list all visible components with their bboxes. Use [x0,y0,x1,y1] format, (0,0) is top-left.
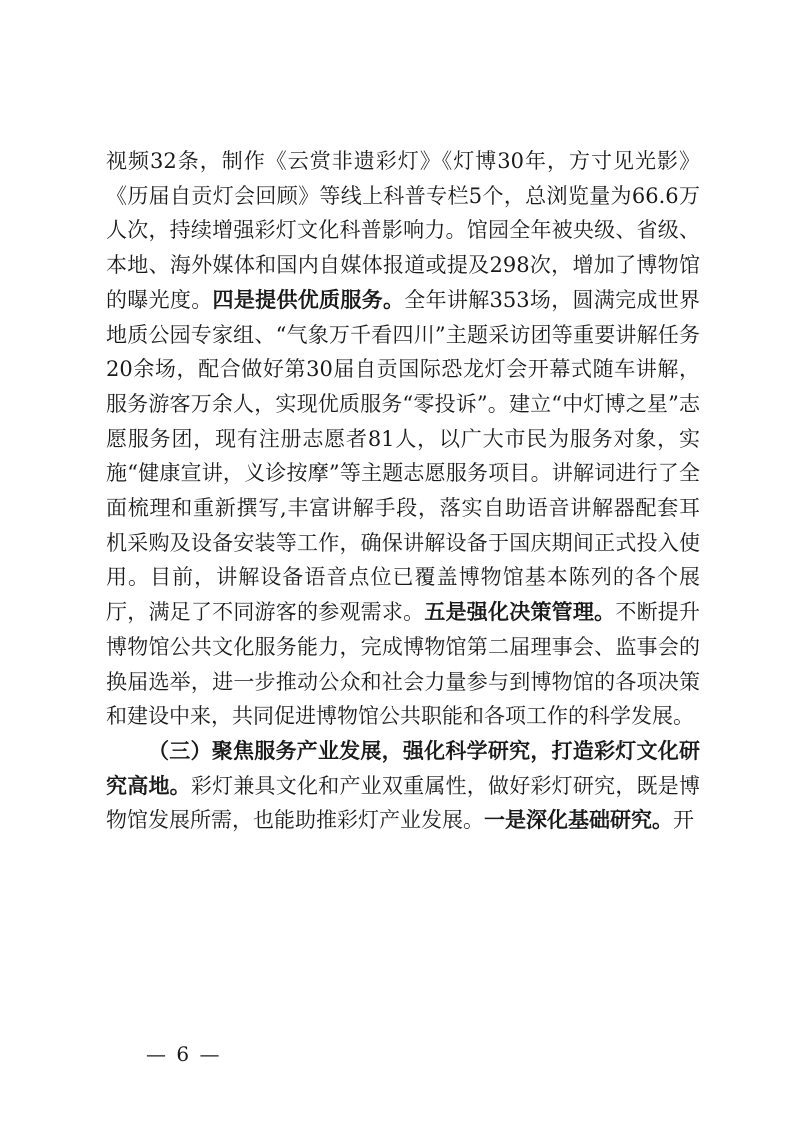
paragraph-services [106,144,700,734]
document-body [106,144,700,838]
text-segment: 不断提升博物馆公共文化服务能力，完成博物馆第二届理事会、监事会的换届选举，进一步推动公众和社会力量参与到博物馆的各项决策和建设中来，共同促进博物馆公共职能和各项工作的科学发展。 [106,600,701,729]
heading-strengthen-decision-management: 五是强化决策管理。 [424,599,616,625]
text-segment: 彩灯兼具文化和产业双重属性，做好彩灯研究，既是博物馆发展所需，也能助推彩灯产业发展。 [106,773,700,833]
text-segment: 视频32条，制作《云赏非遗彩灯》《灯博30年，方寸见光影》《历届自贡灯会回顾》等线上科普专栏5个，总浏览量为66.6万人次，持续增强彩灯文化科普影响力。馆园全年被央级、省级、本地、海外媒体和国内自媒体报道或提及298次，增加了博物馆的曝光度。 [106,149,700,312]
text-segment: 全年讲解353场，圆满完成世界地质公园专家组、“气象万千看四川”主题采访团等重要讲解任务20余场，配合做好第30届自贡国际恐龙灯会开幕式随车讲解，服务游客万余人，实现优质服务“零投诉”。建立“中灯博之星”志愿服务团，现有注册志愿者81人，以广大市民为服务对象，实施“健康宣讲，义诊按摩”等主题志愿服务项目。讲解词进行了全面梳理和重新撰写,丰富讲解手段，落实自助语音讲解器配套耳机采购及设备安装等工作，确保讲解设备于国庆期间正式投入使用。目前，讲解设备语音点位已覆盖博物馆基本陈列的各个展厅，满足了不同游客的参观需求。 [106,287,701,625]
section-heading-research: （三）聚焦服务产业发展，强化科学研究，打造彩灯文化研究高地。 [106,737,700,798]
heading-deepen-basic-research: 一是深化基础研究。 [484,807,673,833]
text-segment: 开 [673,808,694,833]
heading-provide-quality-service: 四是提供优质服务。 [212,286,405,312]
paragraph-research [106,734,700,838]
page-number: — 6 — [146,1042,222,1066]
